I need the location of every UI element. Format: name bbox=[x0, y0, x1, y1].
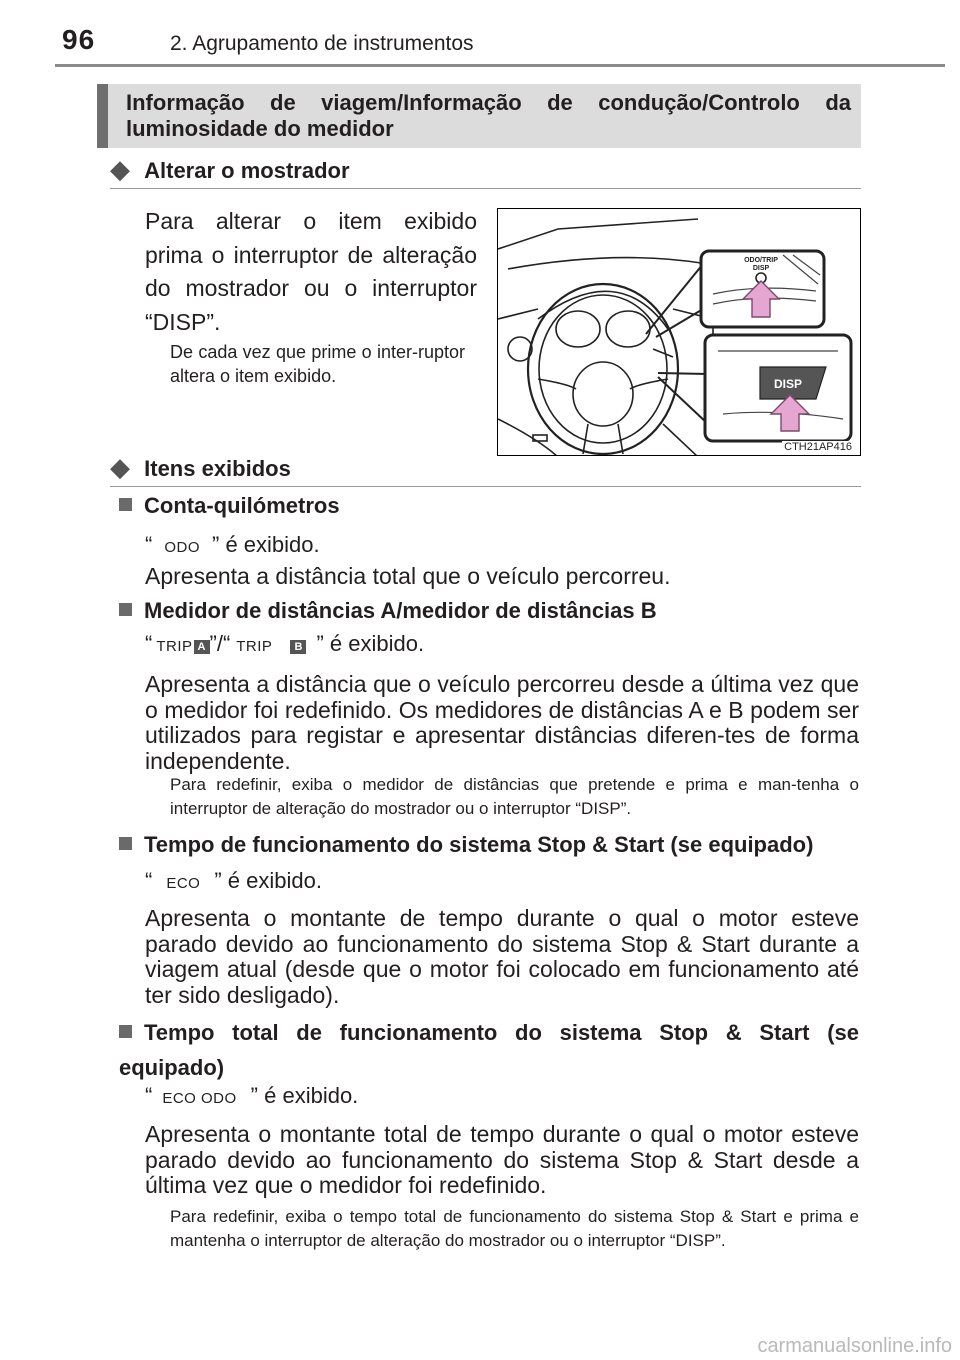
item-stop-start-total-note: Para redefinir, exiba o tempo total de funcionamento do sistema Stop & Start e prima e mantenha o interruptor de alteração do mostrador ou o interruptor “DISP”. bbox=[170, 1207, 859, 1250]
item-trip-shown: “ TRIP A ”/“ TRIP B ” é exibido. bbox=[145, 631, 425, 656]
watermark: carmanualsonline.info bbox=[757, 1335, 952, 1357]
item-stop-start-total-shown: “ ECO ODO ” é exibido. bbox=[145, 1083, 359, 1108]
change-display-note: De cada vez que prime o inter-ruptor altera o item exibido. bbox=[170, 342, 465, 386]
page-number: 96 bbox=[62, 24, 96, 55]
item-trip-description: Apresenta a distância que o veículo percorreu desde a última vez que o medidor foi redefinido. Os medidores de distâncias A e B podem ser utilizados para registar e apresentar distâncias diferen-tes de forma independente. bbox=[145, 671, 859, 774]
item-trip-note: Para redefinir, exiba o medidor de distâncias que pretende e prima e man-tenha o interruptor de alteração do mostrador ou o interruptor “DISP”. bbox=[170, 775, 859, 818]
banner-title: Informação de viagem/Informação de condução/Controlo da luminosidade do medidor bbox=[126, 90, 851, 141]
trip-a-badge: TRIP bbox=[156, 638, 193, 655]
section-heading-text: Alterar o mostrador bbox=[144, 158, 350, 183]
item-stop-start-time-title: Tempo de funcionamento do sistema Stop & Start (se equipado) bbox=[119, 832, 813, 858]
change-display-instruction: Para alterar o item exibido prima o interruptor de alteração do mostrador ou o interruptor “DISP”. bbox=[145, 208, 477, 335]
section-divider bbox=[110, 486, 861, 487]
odo-badge: ODO bbox=[164, 539, 200, 556]
section-banner bbox=[97, 84, 861, 148]
section-divider bbox=[110, 188, 861, 189]
trip-a-letter: A bbox=[194, 640, 210, 654]
square-bullet-icon bbox=[119, 837, 132, 850]
square-bullet-icon bbox=[119, 1025, 132, 1038]
figure-code: CTH21AP416 bbox=[784, 441, 852, 453]
item-trip-title: Medidor de distâncias A/medidor de distâncias B bbox=[119, 598, 657, 624]
chapter-title: 2. Agrupamento de instrumentos bbox=[170, 32, 474, 55]
eco-badge: ECO bbox=[166, 875, 201, 892]
trip-b-badge: TRIP bbox=[236, 638, 273, 655]
item-odometer-description: Apresenta a distância total que o veículo percorreu. bbox=[145, 563, 671, 589]
item-stop-start-total-title: Tempo total de funcionamento do sistema Stop & Start (se equipado) bbox=[119, 1020, 859, 1080]
disp-button-label: DISP bbox=[773, 377, 803, 391]
item-odometer-shown: “ ODO ” é exibido. bbox=[145, 532, 320, 557]
section-heading-text: Itens exibidos bbox=[144, 456, 291, 481]
dashboard-illustration bbox=[497, 208, 861, 456]
section-heading-change-display bbox=[110, 154, 350, 185]
header-divider bbox=[55, 64, 945, 67]
switch-label-top: ODO/TRIP bbox=[744, 257, 778, 264]
eco-odo-badge: ECO ODO bbox=[162, 1090, 237, 1107]
item-odometer-title: Conta-quilómetros bbox=[119, 493, 340, 519]
diamond-bullet-icon: ◆ bbox=[110, 452, 130, 482]
item-stop-start-time-shown: “ ECO ” é exibido. bbox=[145, 868, 322, 893]
square-bullet-icon bbox=[119, 603, 132, 616]
square-bullet-icon bbox=[119, 498, 132, 511]
item-stop-start-total-description: Apresenta o montante total de tempo durante o qual o motor esteve parado devido ao funcionamento do sistema Stop & Start desde a última vez que o medidor foi redefinido. bbox=[145, 1121, 859, 1198]
item-stop-start-time-description: Apresenta o montante de tempo durante o qual o motor esteve parado devido ao funcionamento do sistema Stop & Start durante a viagem atual (desde que o motor foi colocado em funcionamento até ter sido desligado). bbox=[145, 905, 859, 1008]
dashboard-drawing bbox=[498, 209, 861, 456]
trip-b-letter: B bbox=[290, 640, 306, 654]
switch-label-bottom: DISP bbox=[752, 265, 770, 272]
section-heading-items bbox=[110, 452, 291, 483]
diamond-bullet-icon: ◆ bbox=[110, 154, 130, 184]
